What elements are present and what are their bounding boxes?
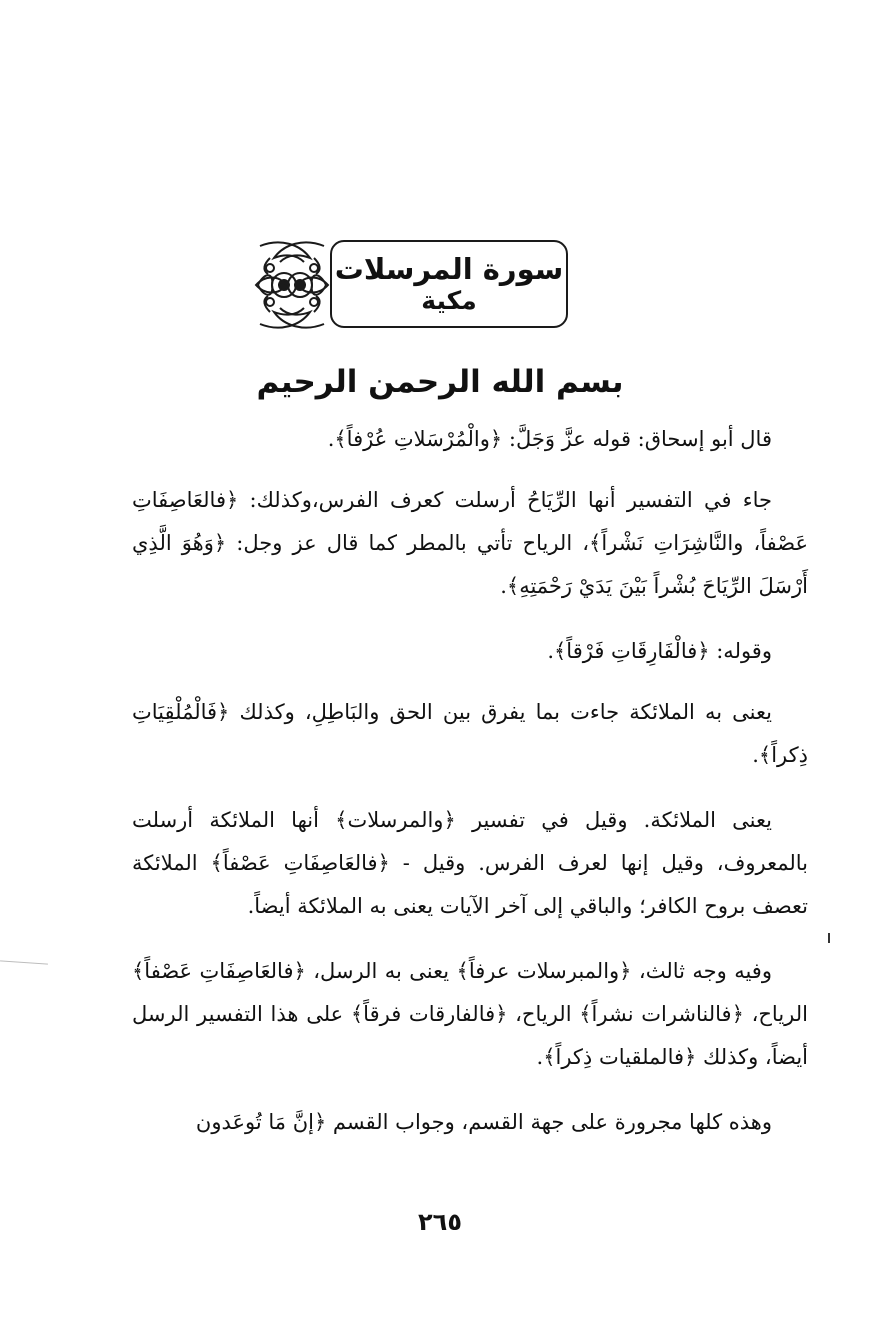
paragraph: يعنى الملائكة. وقيل في تفسير ﴿والمرسلات﴾ أنها الملائكة أرسلت بالمعروف، وقيل إنها لعرف الفرس. وقيل - ﴿فالعَاصِفَاتِ عَصْفاً﴾ الملائكة تعصف بروح الكافر؛ والباقي إلى آخر الآيات يعنى به الملائكة أيضاً. [132, 808, 808, 918]
surah-header [250, 236, 648, 334]
surah-type: مكية [421, 286, 477, 315]
scan-artifact [0, 960, 48, 964]
commentary-body [132, 418, 808, 1166]
title-cartouche [330, 240, 568, 328]
paragraph: وفيه وجه ثالث، ﴿والمبرسلات عرفاً﴾ يعنى به الرسل، ﴿فالعَاصِفَاتِ عَصْفاً﴾ الرياح، ﴿فالناشرات نشراً﴾ الرياح، ﴿فالفارقات فرقاً﴾ على هذا التفسير الرسل أيضاً، وكذلك ﴿فالملقيات ذِكراً﴾. [132, 959, 808, 1069]
paragraph: قال أبو إسحاق: قوله عزَّ وَجَلَّ: ﴿والْمُرْسَلاتِ عُرْفاً﴾. [327, 427, 772, 451]
floral-ornament-icon [250, 236, 334, 334]
paragraph: يعنى به الملائكة جاءت بما يفرق بين الحق والبَاطِلِ، وكذلك ﴿فَالْمُلْقِيَاتِ ذِكراً﴾. [132, 700, 808, 767]
basmala-heading: بسم الله الرحمن الرحيم [256, 364, 624, 400]
paragraph: جاء في التفسير أنها الرِّيَاحُ أرسلت كعرف الفرس،وكذلك: ﴿فالعَاصِفَاتِ عَصْفاً، والنَّاشِرَاتِ نَشْراً﴾، الرياح تأتي بالمطر كما قال عز وجل: ﴿وَهُوَ الَّذِي أَرْسَلَ الرِّيَاحَ بُشْراً بَيْنَ يَدَيْ رَحْمَتِهِ﴾. [132, 488, 808, 598]
paragraph: وقوله: ﴿فالْفَارِقَاتِ فَرْقاً﴾. [547, 639, 772, 663]
page-number: ٢٦٥ [418, 1208, 462, 1236]
margin-mark [828, 933, 830, 943]
paragraph: وهذه كلها مجرورة على جهة القسم، وجواب القسم ﴿إنَّ مَا تُوعَدون [195, 1110, 772, 1134]
surah-title: سورة المرسلات [334, 252, 564, 286]
